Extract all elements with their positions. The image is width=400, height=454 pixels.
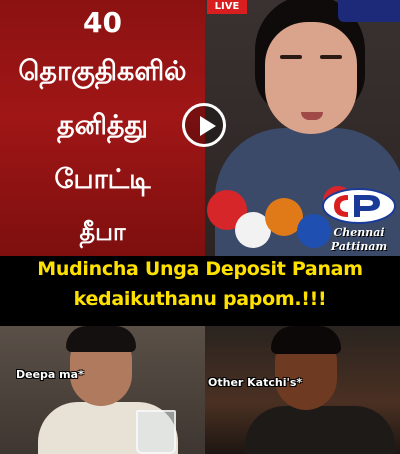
live-badge: LIVE <box>207 0 247 14</box>
news-line-constituencies: தொகுதிகளில் <box>18 56 187 87</box>
bottom-left-photo <box>0 326 205 454</box>
news-caption-panel <box>0 0 205 258</box>
man-hair <box>66 326 136 352</box>
play-icon[interactable] <box>182 103 226 147</box>
label-left: Deepa ma* <box>16 368 84 381</box>
news-line-name: தீபா <box>79 218 126 246</box>
bottom-right-photo <box>205 326 400 454</box>
watermark-line2: Pattinam <box>330 240 388 253</box>
channel-logo <box>338 0 400 22</box>
chennai-pattinam-logo <box>320 186 398 256</box>
brow-right <box>320 55 342 59</box>
cp-emblem-icon <box>320 186 398 226</box>
news-number: 40 <box>83 6 122 39</box>
meme-caption-bar <box>0 256 400 326</box>
watermark-line1: Chennai <box>333 226 385 239</box>
caption-line2: kedaikuthanu papom.!!! <box>73 288 327 310</box>
water-glass <box>136 410 176 454</box>
news-line-alone: தனித்து <box>57 110 148 141</box>
news-line-contest: போட்டி <box>54 164 151 195</box>
label-right: Other Katchi's* <box>208 376 303 389</box>
man-body <box>245 406 395 454</box>
caption-line1: Mudincha Unga Deposit Panam <box>37 258 363 280</box>
brow-left <box>280 55 302 59</box>
man-hair <box>271 326 341 354</box>
